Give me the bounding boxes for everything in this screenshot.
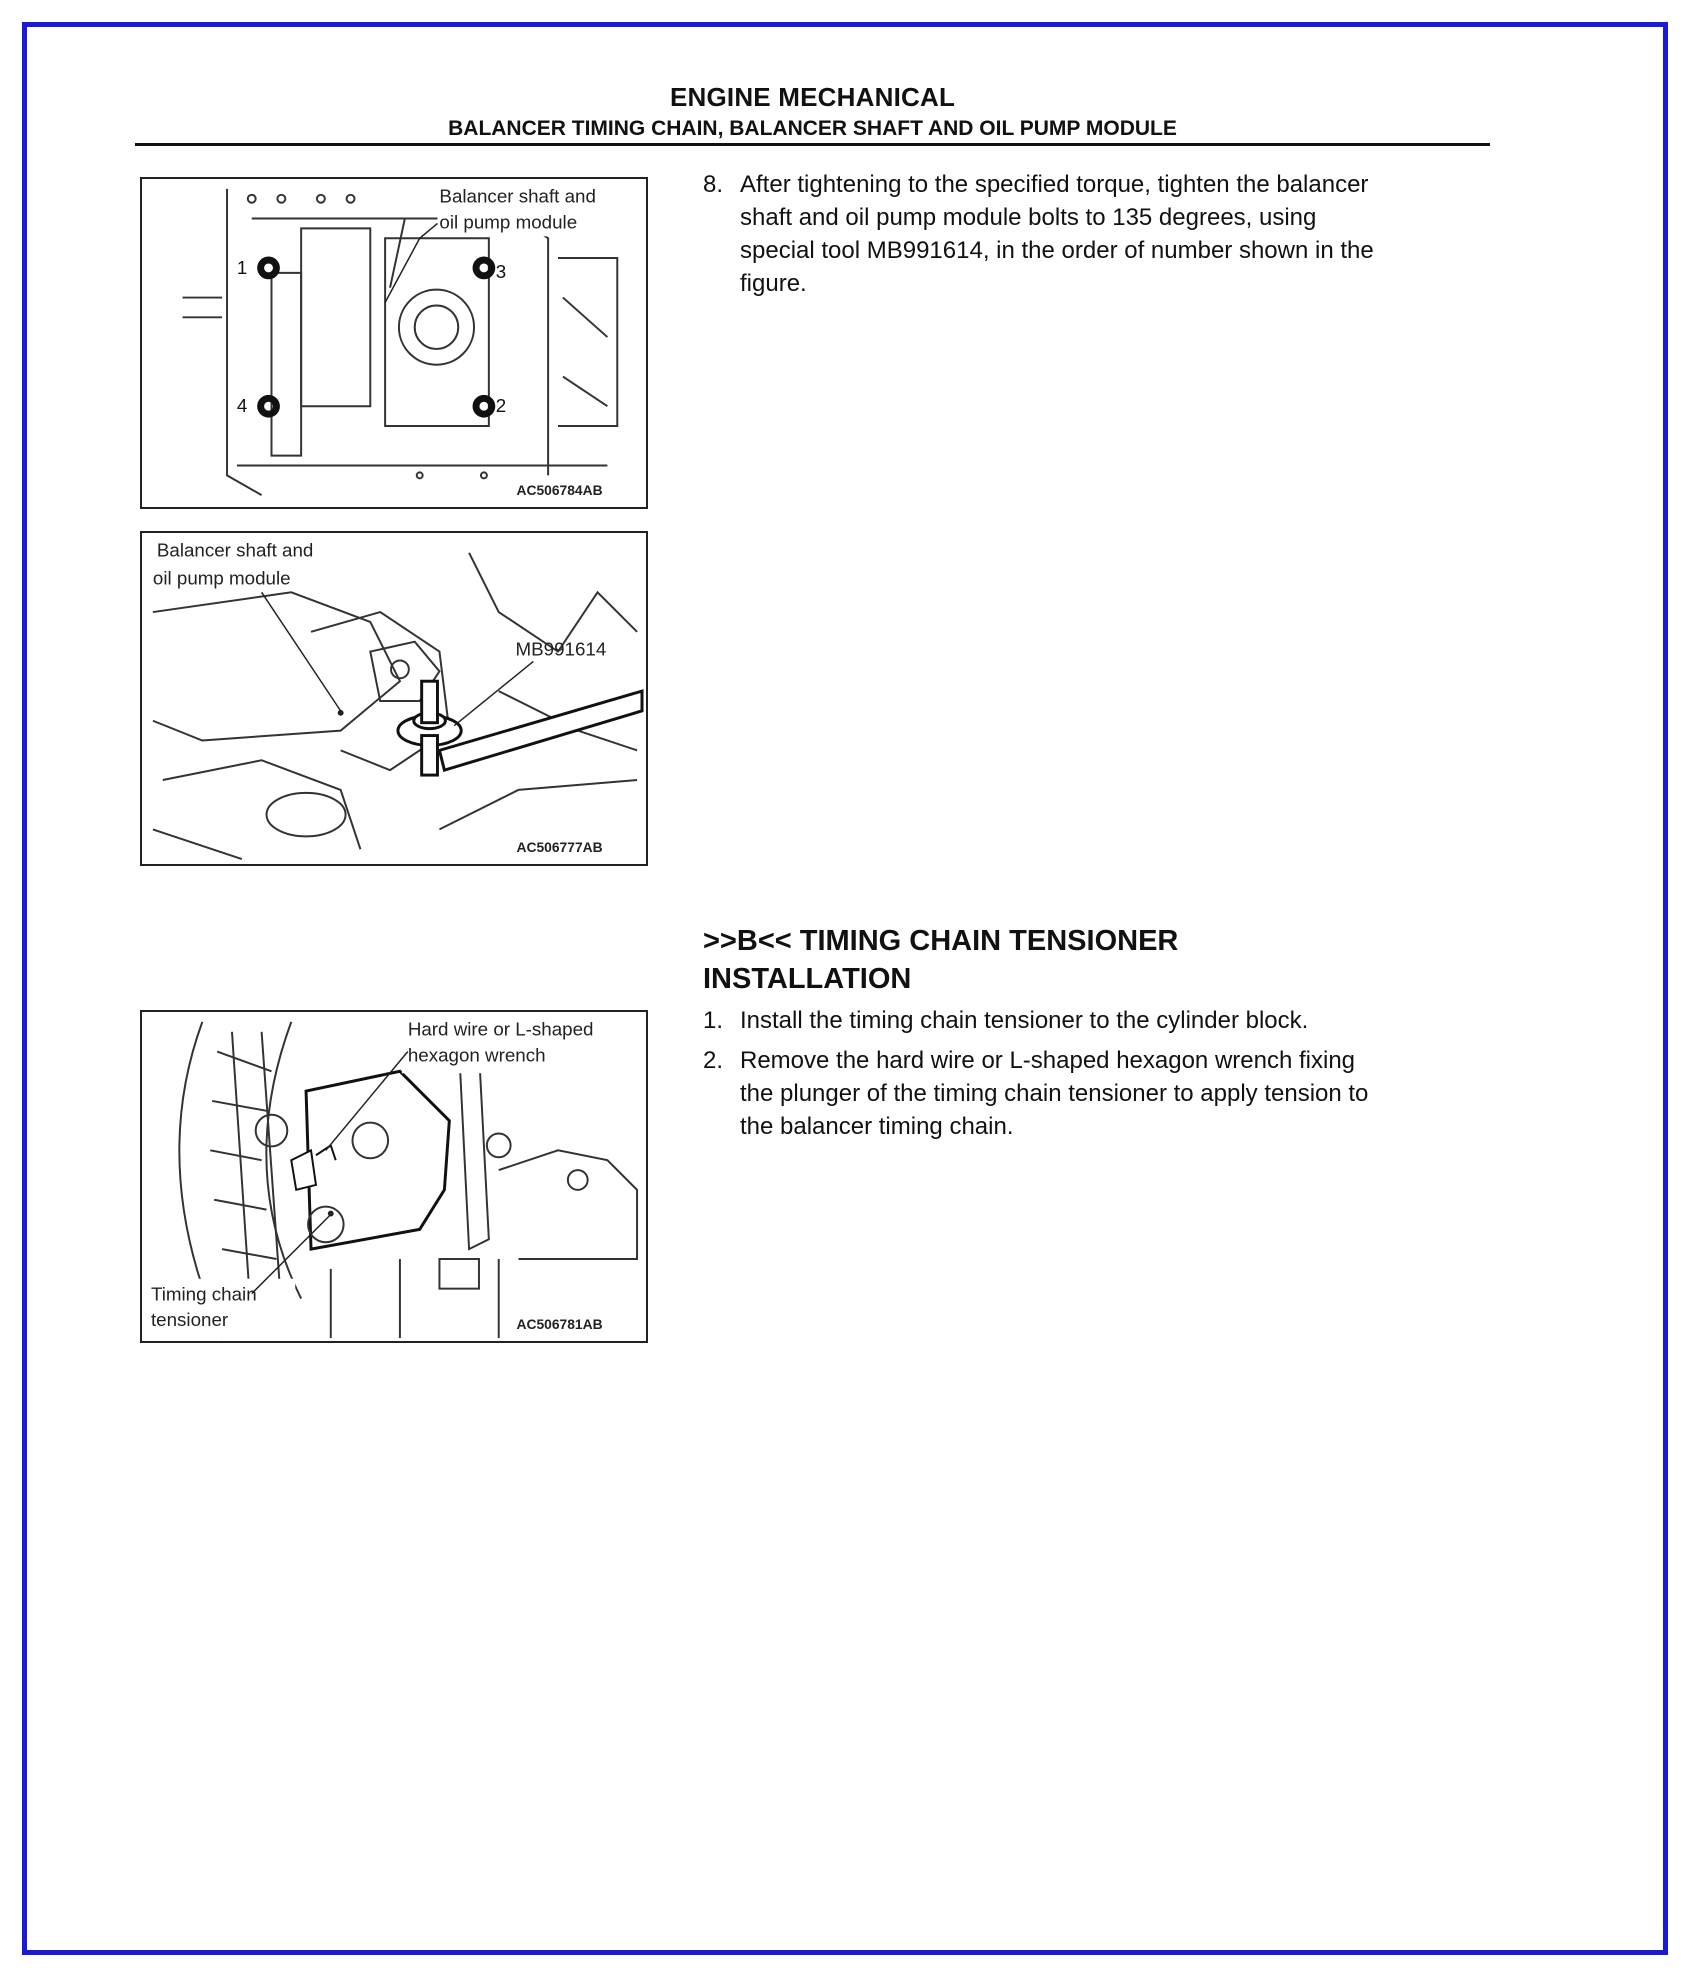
section-step-2-line: Remove the hard wire or L-shaped hexagon wrench fixing <box>740 1047 1356 1074</box>
fig2-label-line2: oil pump module <box>152 567 291 589</box>
header-rule <box>135 143 1490 146</box>
bolt-4-marker <box>261 398 277 414</box>
fig2-tool-label: MB991614 <box>515 638 607 660</box>
step-8-number: 8. <box>703 171 724 198</box>
bolt-1-marker <box>261 260 277 276</box>
section-step-2 <box>703 1044 1503 1154</box>
section-step-1 <box>703 1004 1503 1040</box>
section-heading <box>703 922 1263 998</box>
section-step-1-text <box>740 1004 1308 1037</box>
fig3-top-label-line2: hexagon wrench <box>407 1044 546 1066</box>
figure-bolt-order <box>140 177 648 509</box>
section-step-2-line: the balancer timing chain. <box>740 1113 1014 1140</box>
section-step-2-number: 2. <box>703 1047 724 1074</box>
fig1-label-line2: oil pump module <box>439 211 578 233</box>
step-8-text <box>740 168 1374 300</box>
figure-special-tool <box>140 531 648 866</box>
step-8-line: special tool MB991614, in the order of number shown in the <box>740 237 1374 264</box>
header-subtitle: BALANCER TIMING CHAIN, BALANCER SHAFT AND OIL PUMP MODULE <box>448 117 1177 140</box>
bolt-2-number: 2 <box>495 395 507 417</box>
figure-bolt-order-illustration <box>142 179 646 507</box>
bolt-3-number: 3 <box>495 260 507 282</box>
section-step-1-line: Install the timing chain tensioner to the cylinder block. <box>740 1007 1309 1034</box>
fig3-bottom-label-line1: Timing chain <box>150 1283 257 1305</box>
fig2-code: AC506777AB <box>516 839 603 856</box>
section-step-2-text <box>740 1044 1368 1143</box>
bolt-4-number: 4 <box>236 395 248 417</box>
section-heading-line1: >>B<< TIMING CHAIN TENSIONER <box>703 925 1179 957</box>
header-title: ENGINE MECHANICAL <box>669 82 956 112</box>
page-header <box>135 82 1490 141</box>
bolt-1-number: 1 <box>236 256 248 278</box>
figure-tensioner-illustration <box>142 1012 646 1341</box>
figure-tensioner <box>140 1010 648 1343</box>
section-step-1-number: 1. <box>703 1007 724 1034</box>
figure-special-tool-illustration <box>142 533 646 864</box>
bolt-2-marker <box>476 398 492 414</box>
section-heading-line2: INSTALLATION <box>703 963 912 995</box>
fig3-code: AC506781AB <box>516 1316 603 1333</box>
fig1-code: AC506784AB <box>516 482 603 499</box>
fig3-top-label-line1: Hard wire or L-shaped <box>407 1018 594 1040</box>
step-8-line: After tightening to the specified torque, tighten the balancer <box>740 171 1369 198</box>
step-8 <box>703 168 1503 308</box>
step-8-line: shaft and oil pump module bolts to 135 degrees, using <box>740 204 1317 231</box>
fig3-bottom-label-line2: tensioner <box>150 1309 229 1331</box>
step-8-line: figure. <box>740 270 807 297</box>
fig1-label-line1: Balancer shaft and <box>439 185 596 207</box>
bolt-3-marker <box>476 260 492 276</box>
section-step-2-line: the plunger of the timing chain tensioner to apply tension to <box>740 1080 1369 1107</box>
fig2-label-line1: Balancer shaft and <box>156 539 314 561</box>
